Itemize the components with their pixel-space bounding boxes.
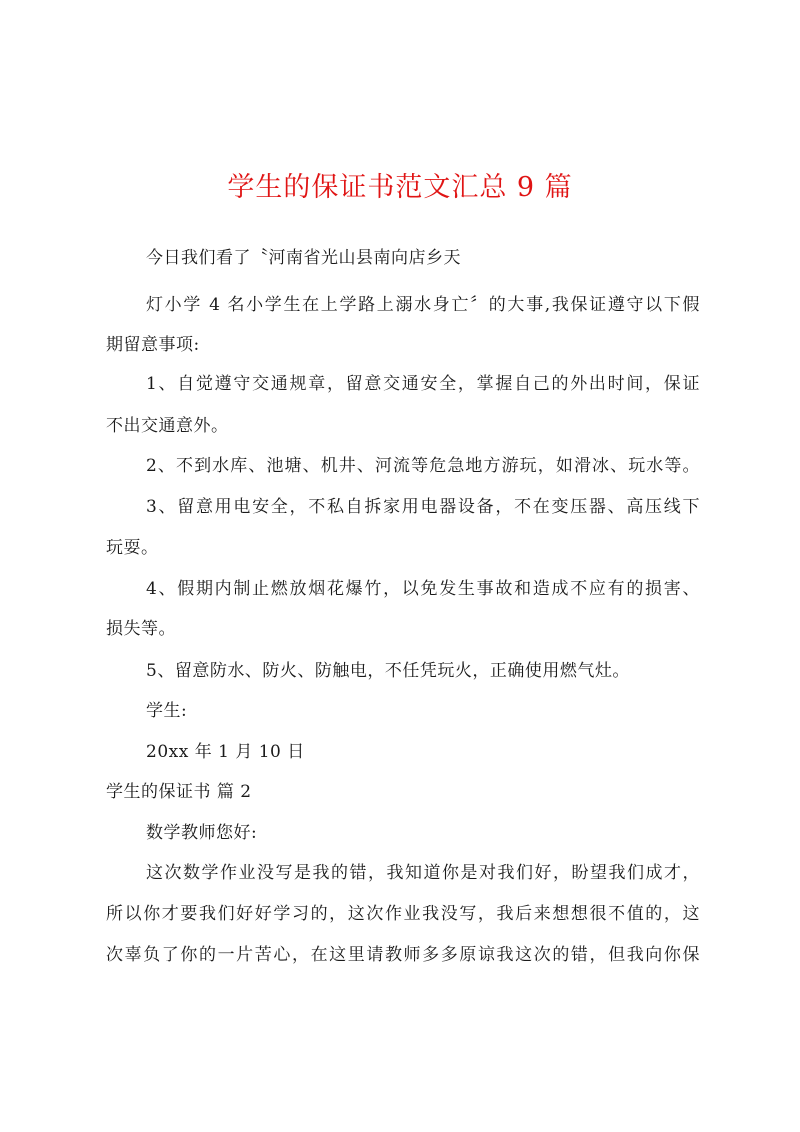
paragraph-line: 2、不到水库、池塘、机井、河流等危急地方游玩，如滑冰、玩水等。: [146, 456, 700, 476]
paragraph-line: 3、留意用电安全，不私自拆家用电器设备，不在变压器、高压线下: [146, 497, 700, 517]
signature-label: 学生:: [146, 701, 188, 721]
paragraph-line: 不出交通意外。: [106, 416, 229, 436]
paragraph-line: 4、假期内制止燃放烟花爆竹，以免发生事故和造成不应有的损害、: [146, 579, 700, 599]
paragraph-line: 灯小学 4 名小学生在上学路上溺水身亡〞的大事,我保证遵守以下假: [146, 295, 700, 315]
paragraph-line: 玩耍。: [106, 538, 159, 558]
document-title: 学生的保证书范文汇总 9 篇: [227, 172, 573, 203]
date-line: 20xx 年 1 月 10 日: [146, 742, 305, 762]
paragraph-line: 5、留意防水、防火、防触电，不任凭玩火，正确使用燃气灶。: [146, 661, 630, 681]
salutation: 数学教师您好:: [146, 823, 258, 843]
paragraph-line: 所以你才要我们好好学习的，这次作业我没写，我后来想想很不值的，这: [106, 904, 700, 924]
paragraph-line: 这次数学作业没写是我的错，我知道你是对我们好，盼望我们成才，: [146, 863, 700, 883]
paragraph-line: 次辜负了你的一片苦心，在这里请教师多多原谅我这次的错，但我向你保: [106, 945, 700, 965]
paragraph-line: 今日我们看了〝河南省光山县南向店乡天: [146, 248, 461, 268]
paragraph-line: 1、自觉遵守交通规章，留意交通安全，掌握自己的外出时间，保证: [146, 374, 700, 394]
paragraph-line: 损失等。: [106, 619, 176, 639]
paragraph-line: 期留意事项:: [106, 335, 200, 355]
section-heading: 学生的保证书 篇 2: [106, 782, 252, 802]
